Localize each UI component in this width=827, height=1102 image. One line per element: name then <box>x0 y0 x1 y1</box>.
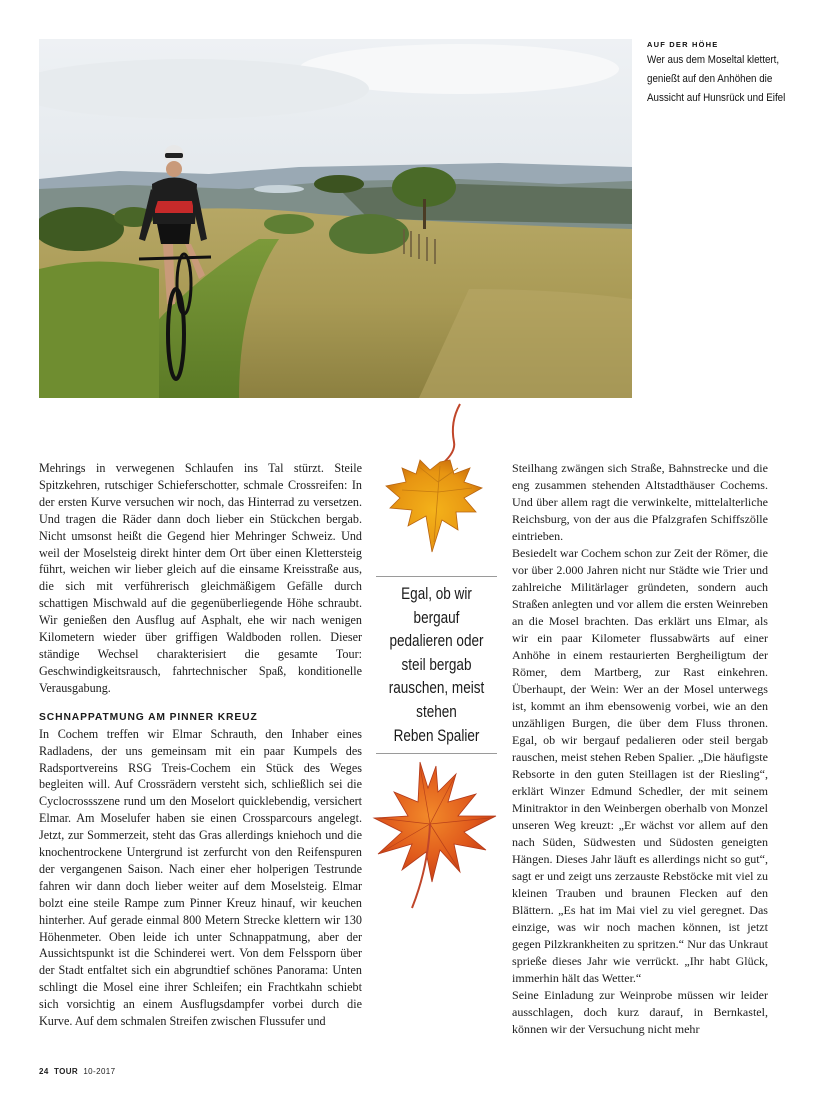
pull-quote-line: stehen <box>416 702 457 721</box>
yellow-maple-leaf-illustration <box>372 402 502 572</box>
hero-photo <box>39 39 632 398</box>
caption-text: Wer aus dem Moseltal klettert, genießt auf den Anhöhen die Aussicht auf Hunsrück und Eifel <box>647 54 786 104</box>
issue-number: 10-2017 <box>83 1067 116 1076</box>
photo-caption <box>647 40 787 108</box>
red-maple-leaf-illustration <box>372 758 502 918</box>
caption-kicker: AUF DER HÖHE <box>647 40 719 49</box>
article-column-left <box>39 460 362 1030</box>
pull-quote-line: pedalieren oder <box>389 632 484 651</box>
paragraph: Besiedelt war Cochem schon zur Zeit der Römer, die vor über 2.000 Jahren nicht nur Städte wie Trier und zahlreiche Militärlager gründeten, sondern auch Straßen anlegten und vor allem die ersten Weinreben an die Mosel brachten. Das erklärt uns Elmar, als wir ein paar Kilometer flussabwärts auf einer Anhöhe in einem restaurierten Bergheiligtum der Römer, dem Martberg, zur Rast einkehren. Überhaupt, der Wein: Wer an der Mosel unterwegs ist, kommt an ihm ebensowenig vorbei, wie an den unzähligen Burgen, die über dem Fluss thronen. Egal, ob wir bergauf pedalieren oder steil bergab rauschen, meist stehen Reben Spalier. „Die häufigste Rebsorte in den guten Steillagen ist der Riesling“, erklärt Winzer Edmund Schedler, der mit seinem Minitraktor in den Weinbergen oberhalb von Monzel unseren Weg kreuzt: „Er wächst vor allem auf den nach Süden, Südwesten und Südosten geneigten Hängen. Dieses Jahr läuft es allerdings nicht so gut“, sagt er und zeigt uns zerzauste Rebstöcke mit viel zu kleinen Trauben und braunen Flecken auf den Blättern. „Es hat im Mai viel zu viel geregnet. Das einzige, was wir noch machen können, ist jetzt gegen Pilzkrankheiten zu spritzen.“ Nur das Unkraut sprieße dieses Jahr wie verrückt. „Ihr habt Glück, immerhin hält das Wetter.“ <box>512 546 768 985</box>
pull-quote-line: bergauf <box>413 608 460 627</box>
pull-quote-line: steil bergab <box>401 655 472 674</box>
page-number: 24 <box>39 1067 49 1076</box>
paragraph: Steilhang zwängen sich Straße, Bahnstrecke und die eng zusammen stehenden Altstadthäuser Cochems. Und über allem ragt die verwinkelte, mittelalterliche Reichsburg, von der aus die Pfalzgrafen Schiffszölle eintrieben. <box>512 461 768 543</box>
page-footer <box>39 1067 116 1076</box>
paragraph: Seine Einladung zur Weinprobe müssen wir leider ausschlagen, doch kurz darauf, in Bernkastel, können wir der Versuchung nicht mehr <box>512 988 768 1036</box>
pull-quote-line: rauschen, meist <box>388 679 485 698</box>
magazine-name: TOUR <box>53 1067 79 1076</box>
article-column-right <box>512 460 768 1038</box>
subheading: SCHNAPPATMUNG AM PINNER KREUZ <box>39 711 258 723</box>
paragraph: Mehrings in verwegenen Schlaufen ins Tal stürzt. Steile Spitzkehren, rutschiger Schieferschotter, schmale Crossreifen: In der ersten Kurve versuchen wir noch, das Hinterrad zu versetzen. Und tragen die Räder dann doch lieber ein Stückchen bergab. Nicht umsonst heißt die Gegend hier Mehringer Schweiz. Und weil der Moselsteig direkt hinter dem Ort über einen Klettersteig führt, weichen wir lieber gleich auf die einsame Kreisstraße aus, die sich mit verführerisch gleichmäßigem Gefälle durch schattigen Mischwald auf die gegenüberliegende Höhe schraubt. Wir genießen den Ausflug auf Asphalt, ehe wir nach wenigen Kilometern wieder über griffigen Waldboden rollen. Dieser ständige Wechsel charakterisiert die gesamte Tour: Geschwindigkeitsrausch, fahrtechnischer Spaß, konditionelle Verausgabung. <box>39 461 362 695</box>
pull-quote-line: Egal, ob wir <box>401 585 472 603</box>
pull-quote <box>376 576 497 754</box>
pull-quote-line: Reben Spalier <box>393 726 480 745</box>
paragraph: In Cochem treffen wir Elmar Schrauth, den Inhaber eines Radladens, der uns gemeinsam mit ein paar Kumpels des Radsportvereins RSG Treis-Cochem ein Stück des Weges begleiten will. Auf Crossrädern versteht sich, schließlich sei die Cyclocrossszene rund um den Moselort quicklebendig, versichert Elmar. Am Moselufer haben sie einen Crossparcours angelegt. Jetzt, zur Sommerzeit, steht das Gras allerdings kniehoch und die knochentrockene Untergrund ist zerfurcht von den Reifenspuren der vergangenen Saison. Nach einer eher holperigen Testrunde fahren wir dann doch lieber weiter auf dem Moselsteig. Elmar bolzt eine steile Rampe zum Pinner Kreuz hinauf, wir keuchen hinterher. Auf gerade einmal 800 Metern Strecke klettern wir 130 Höhenmeter. Oben leide ich unter Schnappatmung, aber der Aussichtspunkt ist die Schinderei wert. Von dem Felssporn über der Stadt entfaltet sich ein abgrundtief schönes Panorama: Unten schlingt die Mosel eine ihrer Schleifen; ein Frachtkahn schiebt sich vorsichtig an einem Ausflugsdampfer vorbei durch die Kurve. Auf dem schmalen Streifen zwischen Flussufer und <box>39 726 362 1029</box>
